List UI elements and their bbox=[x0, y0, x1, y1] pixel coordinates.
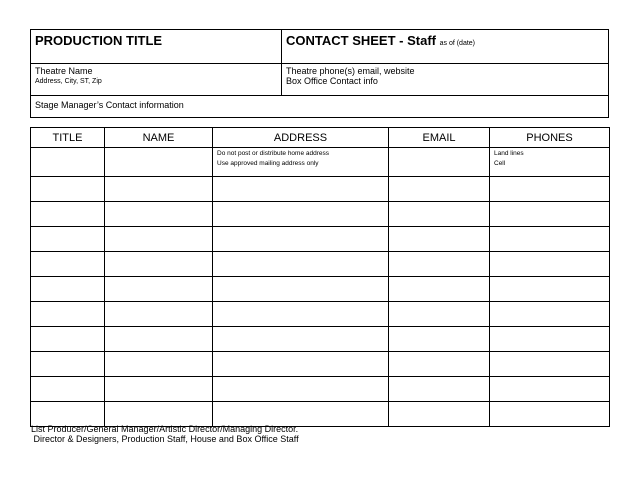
email-cell[interactable] bbox=[389, 277, 490, 302]
name-cell[interactable] bbox=[105, 377, 213, 402]
phones-cell[interactable] bbox=[490, 227, 610, 252]
phone-note: Cell bbox=[494, 160, 506, 167]
title-cell[interactable] bbox=[31, 277, 105, 302]
title-cell[interactable] bbox=[31, 252, 105, 277]
address-note: Do not post or distribute home address bbox=[217, 150, 330, 157]
name-cell[interactable] bbox=[105, 227, 213, 252]
stage-manager-cell bbox=[31, 96, 608, 117]
table-row bbox=[31, 402, 610, 427]
column-phones: PHONES bbox=[490, 128, 610, 148]
column-address: ADDRESS bbox=[213, 128, 389, 148]
title-cell[interactable] bbox=[31, 177, 105, 202]
address-cell[interactable] bbox=[213, 177, 389, 202]
column-name: NAME bbox=[105, 128, 213, 148]
email-cell[interactable] bbox=[389, 402, 490, 427]
box-office-contact: Box Office Contact info bbox=[286, 76, 378, 86]
phones-cell[interactable] bbox=[490, 377, 610, 402]
contact-sheet-title: CONTACT SHEET - Staff bbox=[286, 33, 436, 48]
name-cell[interactable] bbox=[105, 252, 213, 277]
table-row bbox=[31, 352, 610, 377]
footer-line: List Producer/General Manager/Artistic Director/Managing Director. bbox=[31, 424, 299, 434]
name-cell[interactable] bbox=[105, 202, 213, 227]
table-row bbox=[31, 252, 610, 277]
email-cell[interactable] bbox=[389, 352, 490, 377]
email-cell[interactable] bbox=[389, 202, 490, 227]
column-email: EMAIL bbox=[389, 128, 490, 148]
title-cell[interactable] bbox=[31, 352, 105, 377]
contact-sheet-cell bbox=[282, 30, 608, 64]
contact-sheet-heading bbox=[286, 33, 475, 48]
phones-cell[interactable] bbox=[490, 252, 610, 277]
email-cell[interactable] bbox=[389, 227, 490, 252]
email-cell[interactable] bbox=[389, 148, 490, 177]
table-row bbox=[31, 302, 610, 327]
column-title: TITLE bbox=[31, 128, 105, 148]
table-row bbox=[31, 277, 610, 302]
email-cell[interactable] bbox=[389, 377, 490, 402]
phones-cell[interactable] bbox=[490, 148, 610, 177]
name-cell[interactable] bbox=[105, 148, 213, 177]
email-cell[interactable] bbox=[389, 327, 490, 352]
phones-cell[interactable] bbox=[490, 352, 610, 377]
theatre-address: Address, City, ST, Zip bbox=[35, 78, 102, 85]
title-cell[interactable] bbox=[31, 377, 105, 402]
production-title-cell bbox=[31, 30, 282, 64]
address-cell[interactable] bbox=[213, 302, 389, 327]
address-cell[interactable] bbox=[213, 327, 389, 352]
address-cell[interactable] bbox=[213, 377, 389, 402]
title-cell[interactable] bbox=[31, 327, 105, 352]
title-cell[interactable] bbox=[31, 202, 105, 227]
table-row bbox=[31, 177, 610, 202]
theatre-name: Theatre Name bbox=[35, 66, 93, 76]
email-cell[interactable] bbox=[389, 252, 490, 277]
address-cell[interactable] bbox=[213, 252, 389, 277]
address-cell[interactable] bbox=[213, 202, 389, 227]
table-row bbox=[31, 227, 610, 252]
theatre-cell bbox=[31, 64, 282, 96]
theatre-phone-cell bbox=[282, 64, 608, 96]
email-cell[interactable] bbox=[389, 302, 490, 327]
name-cell[interactable] bbox=[105, 352, 213, 377]
table-row bbox=[31, 148, 610, 177]
title-cell[interactable] bbox=[31, 148, 105, 177]
phones-cell[interactable] bbox=[490, 277, 610, 302]
title-cell[interactable] bbox=[31, 227, 105, 252]
phones-cell[interactable] bbox=[490, 327, 610, 352]
footer-line: Director & Designers, Production Staff, House and Box Office Staff bbox=[31, 434, 299, 444]
title-cell[interactable] bbox=[31, 302, 105, 327]
address-cell[interactable] bbox=[213, 402, 389, 427]
stage-manager-info: Stage Manager’s Contact information bbox=[35, 100, 184, 110]
address-note: Use approved mailing address only bbox=[217, 160, 319, 167]
name-cell[interactable] bbox=[105, 302, 213, 327]
address-cell[interactable] bbox=[213, 227, 389, 252]
phone-note: Land lines bbox=[494, 150, 524, 157]
phones-cell[interactable] bbox=[490, 177, 610, 202]
table-row bbox=[31, 202, 610, 227]
as-of-date: as of (date) bbox=[439, 40, 476, 47]
footer-note bbox=[31, 424, 299, 444]
production-title: PRODUCTION TITLE bbox=[35, 33, 163, 48]
table-row bbox=[31, 327, 610, 352]
table-row bbox=[31, 377, 610, 402]
theatre-phone: Theatre phone(s) email, website bbox=[286, 66, 415, 76]
table-header-row bbox=[31, 128, 610, 148]
title-cell[interactable] bbox=[31, 402, 105, 427]
phones-cell[interactable] bbox=[490, 402, 610, 427]
address-cell[interactable] bbox=[213, 277, 389, 302]
phones-cell[interactable] bbox=[490, 302, 610, 327]
address-cell[interactable] bbox=[213, 148, 389, 177]
header-block bbox=[30, 29, 609, 118]
address-cell[interactable] bbox=[213, 352, 389, 377]
name-cell[interactable] bbox=[105, 402, 213, 427]
name-cell[interactable] bbox=[105, 277, 213, 302]
name-cell[interactable] bbox=[105, 327, 213, 352]
contact-table bbox=[30, 127, 610, 427]
name-cell[interactable] bbox=[105, 177, 213, 202]
phones-cell[interactable] bbox=[490, 202, 610, 227]
email-cell[interactable] bbox=[389, 177, 490, 202]
